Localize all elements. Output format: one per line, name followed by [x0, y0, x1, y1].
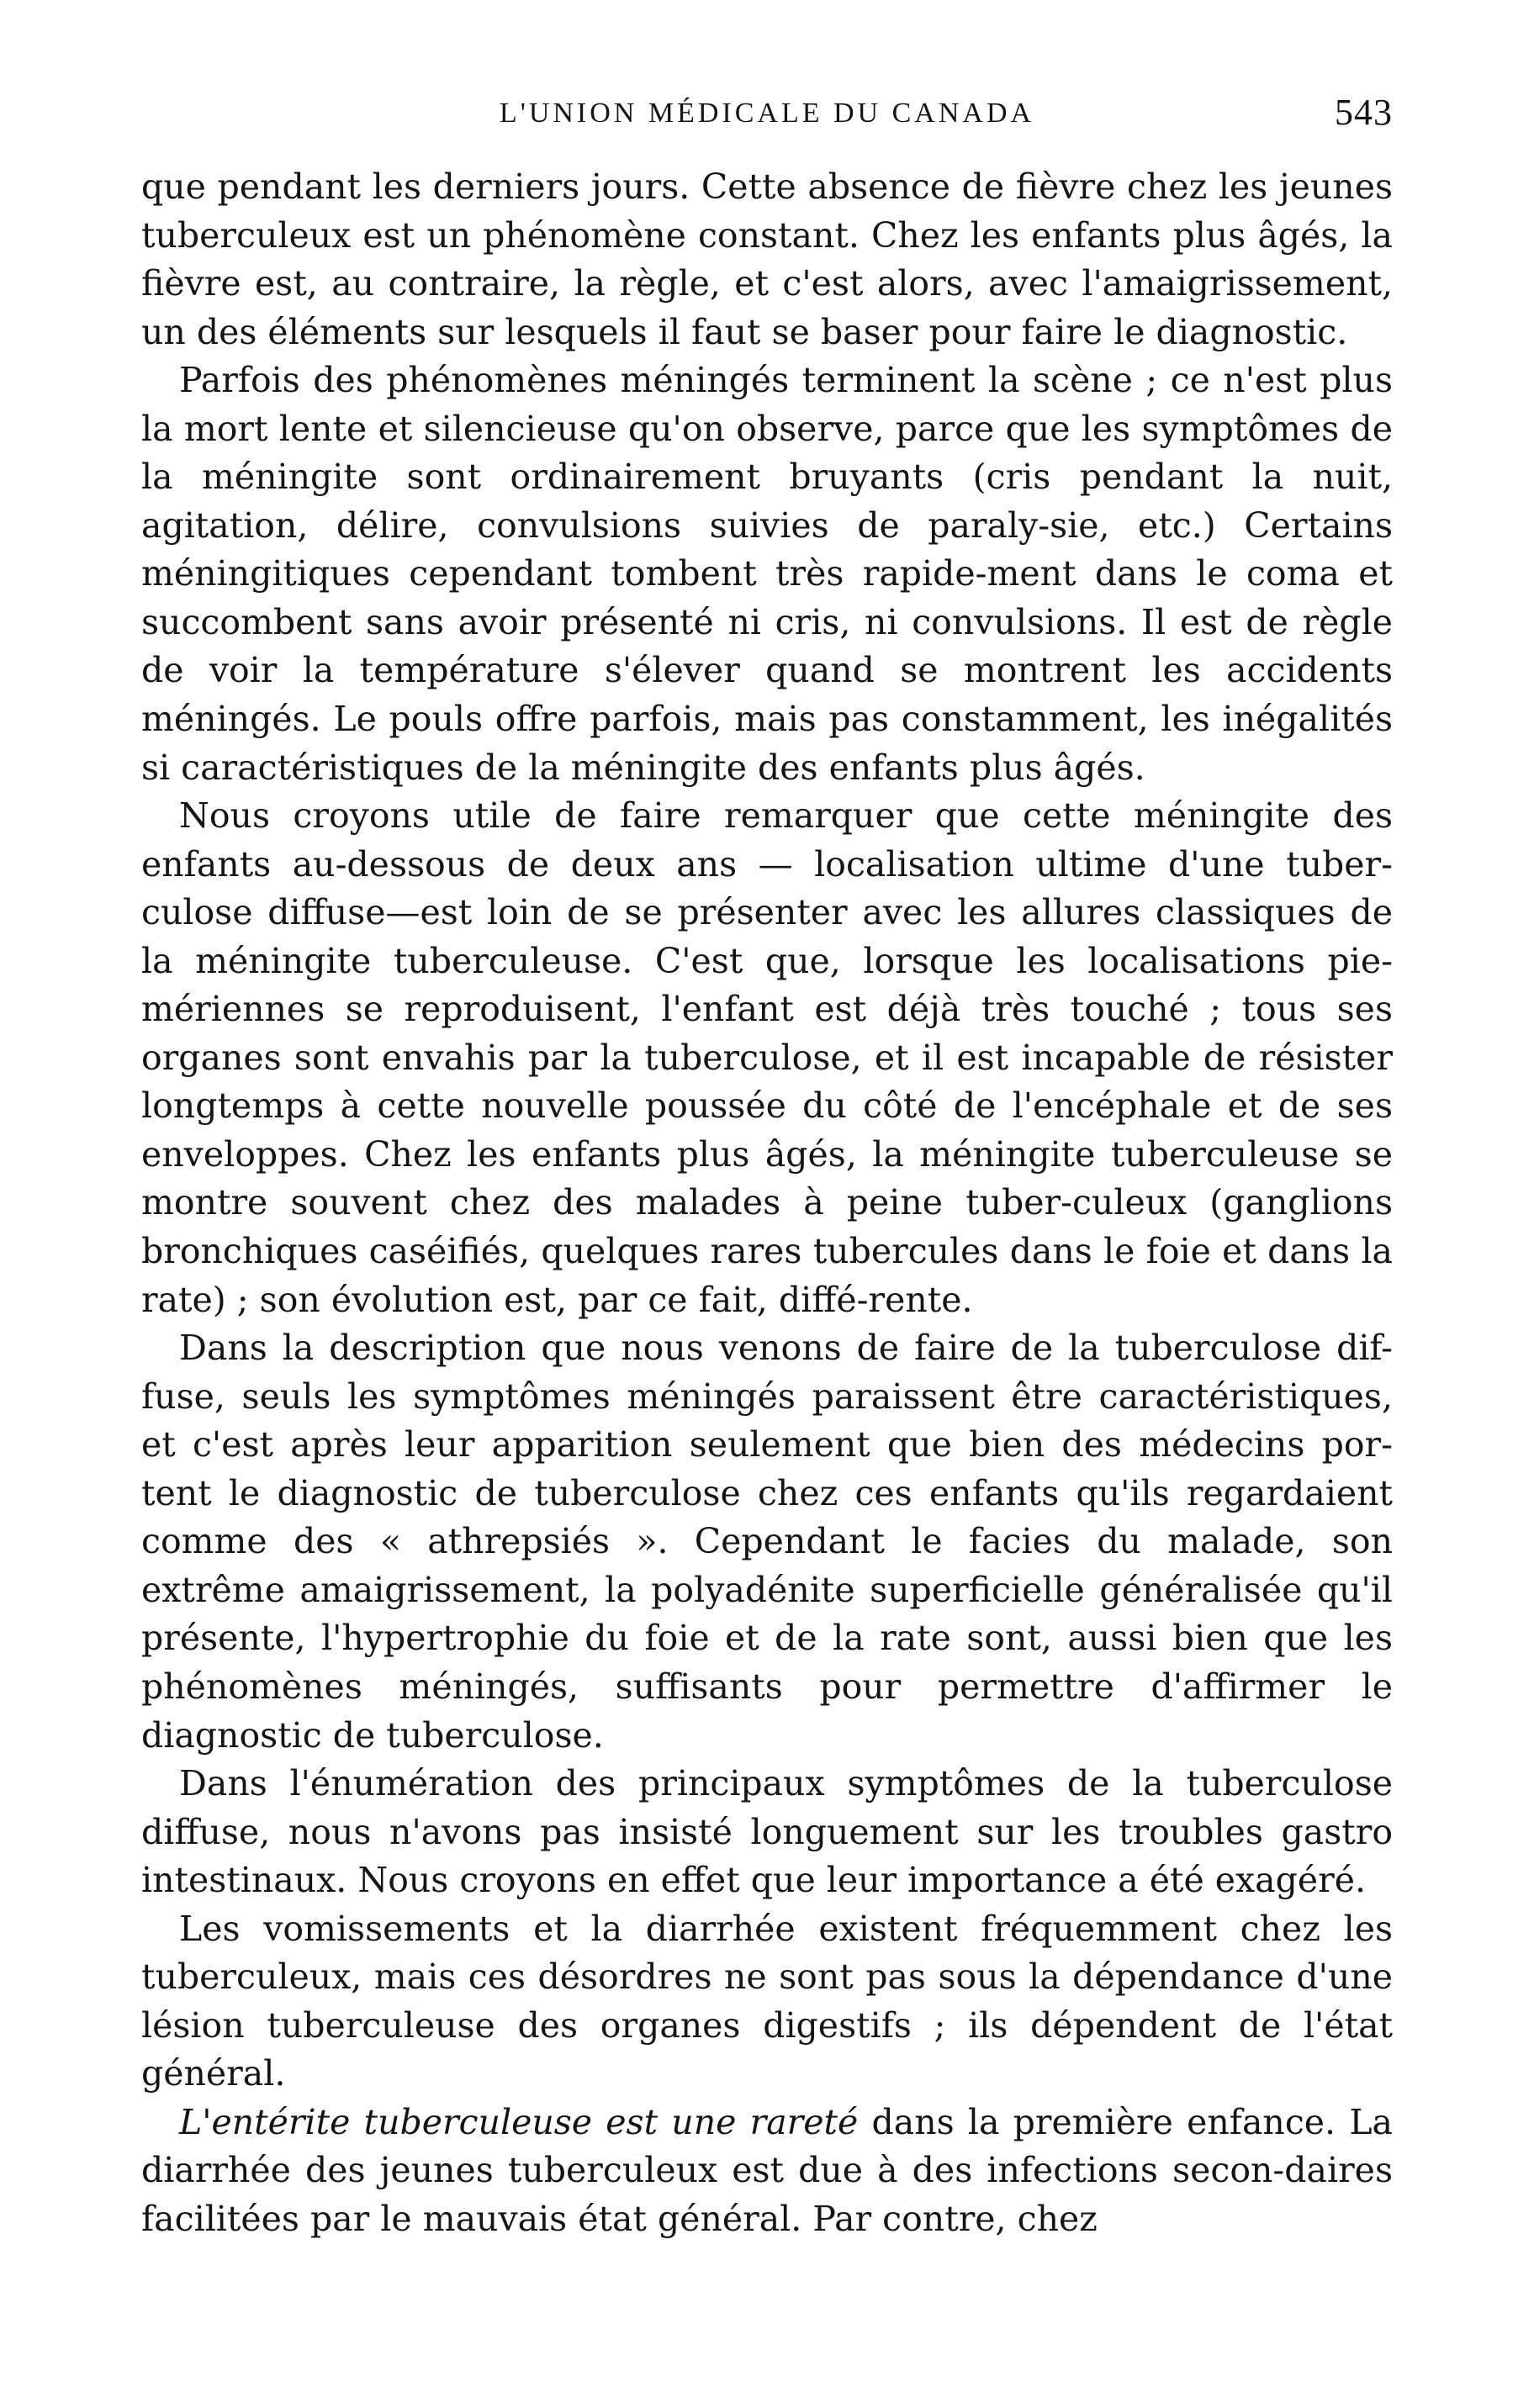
body-text: [141, 163, 1393, 2244]
italic-lead-phrase: L'entérite tuberculeuse est une rareté: [179, 2101, 859, 2142]
paragraph: Dans l'énumération des principaux symptômes de la tuberculose diffuse, nous n'avons pas insisté longuement sur les troubles gastro intestinaux. Nous croyons en effet que leur importance a été exagéré.: [141, 1763, 1393, 1901]
paragraph: Nous croyons utile de faire remarquer que cette méningite des enfants au-dessous de deux ans — localisation ultime d'une tuber-culose diffuse—est loin de se présenter avec les allures classiques de la méningite tuberculeuse. C'est que, lorsque les localisations pie-mériennes se reproduisent, l'enfant est déjà très touché ; tous ses organes sont envahis par la tuberculose, et il est incapable de résister longtemps à cette nouvelle poussée du côté de l'encéphale et de ses enveloppes. Chez les enfants plus âgés, la méningite tuberculeuse se montre souvent chez des malades à peine tuber-culeux (ganglions bronchiques caséifiés, quelques rares tubercules dans le foie et dans la rate) ; son évolution est, par ce fait, diffé-rente.: [141, 795, 1393, 1320]
paragraph-text: dans la première enfance. La diarrhée des jeunes tuberculeux est due à des infections secon-daires facilitées par le mauvais état général. Par contre, chez: [141, 2101, 1393, 2239]
paragraph: Dans la description que nous venons de faire de la tuberculose dif-fuse, seuls les symptômes méningés paraissent être caractéristiques, et c'est après leur apparition seulement que bien des médecins por-tent le diagnostic de tuberculose chez ces enfants qu'ils regardaient comme des « athrepsiés ». Cependant le facies du malade, son extrême amaigrissement, la polyadénite superficielle généralisée qu'il présente, l'hypertrophie du foie et de la rate sont, aussi bien que les phénomènes méningés, suffisants pour permettre d'affirmer le diagnostic de tuberculose.: [141, 1328, 1393, 1756]
document-page: [141, 91, 1393, 2244]
page-number: 543: [1335, 92, 1393, 133]
running-header: [141, 91, 1393, 141]
paragraph: Parfois des phénomènes méningés terminent la scène ; ce n'est plus la mort lente et silencieuse qu'on observe, parce que les symptômes de la méningite sont ordinairement bruyants (cris pendant la nuit, agitation, délire, convulsions suivies de paraly-sie, etc.) Certains méningitiques cependant tombent très rapide-ment dans le coma et succombent sans avoir présenté ni cris, ni convulsions. Il est de règle de voir la température s'élever quand se montrent les accidents méningés. Le pouls offre parfois, mais pas constamment, les inégalités si caractéristiques de la méningite des enfants plus âgés.: [141, 360, 1393, 788]
running-title: L'UNION MÉDICALE DU CANADA: [499, 98, 1035, 129]
paragraph: que pendant les derniers jours. Cette absence de fièvre chez les jeunes tuberculeux est un phénomène constant. Chez les enfants plus âgés, la fièvre est, au contraire, la règle, et c'est alors, avec l'amaigrissement, un des éléments sur lesquels il faut se baser pour faire le diagnostic.: [141, 166, 1393, 352]
paragraph: [141, 2099, 1393, 2244]
paragraph: Les vomissements et la diarrhée existent fréquemment chez les tuberculeux, mais ces désordres ne sont pas sous la dépendance d'une lésion tuberculeuse des organes digestifs ; ils dépendent de l'état général.: [141, 1908, 1393, 2094]
